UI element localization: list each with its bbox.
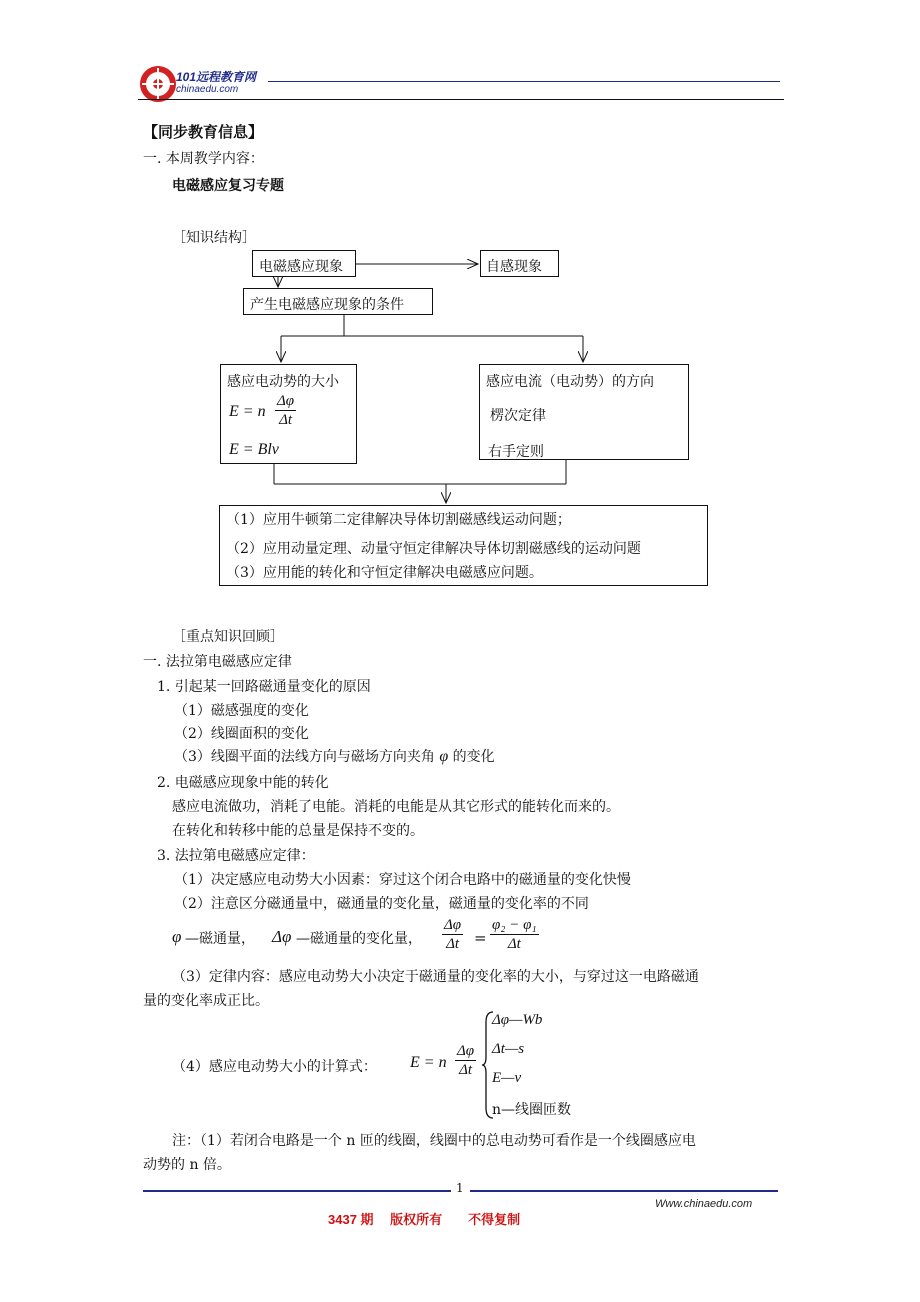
box-self-label: 自感现象 xyxy=(486,259,542,275)
review-item3-sub1: （1）决定感应电动势大小因素：穿过这个闭合电路中的磁通量的变化快慢 xyxy=(174,872,631,888)
calc-fraction xyxy=(455,1042,476,1079)
footer-site: Www.chinaedu.com xyxy=(655,1198,753,1210)
flux-rate-num: Δφ xyxy=(444,917,462,933)
app-item-1: （1）应用牛顿第二定律解决导体切割磁感线运动问题； xyxy=(226,512,571,528)
direction-lenz: 楞次定律 xyxy=(490,408,546,424)
calc-num: Δφ xyxy=(457,1043,475,1059)
calc-unit-turns: n—线圈匝数 xyxy=(492,1102,572,1118)
calc-unit-flux: Δφ—Wb xyxy=(492,1012,543,1028)
review-label: ［重点知识回顾］ xyxy=(172,629,284,645)
app-item-2: （2）应用动量定理、动量守恒定律解决导体切割磁感线的运动问题 xyxy=(226,541,641,557)
review-item1-sub1: （1）磁感强度的变化 xyxy=(174,703,309,719)
review-item1: 1. 引起某一回路磁通量变化的原因 xyxy=(157,679,371,695)
flux-rate-den: Δt xyxy=(446,936,460,952)
box-phenomenon-label: 电磁感应现象 xyxy=(259,259,343,275)
emf-formula1-den: Δt xyxy=(279,412,293,428)
review-item2-line1: 感应电流做功，消耗了电能。消耗的电能是从其它形式的能转化而来的。 xyxy=(172,799,620,815)
review-item3-sub3-line1: （3）定律内容：感应电动势大小决定于磁通量的变化率的大小，与穿过这一电路磁通 xyxy=(172,969,699,985)
footer-copyright: 3437 期 版权所有 不得复制 xyxy=(328,1212,521,1227)
flux-text1: —磁通量， xyxy=(185,931,255,947)
section-title: 【同步教育信息】 xyxy=(143,123,264,141)
note-line1: 注：（1）若闭合电路是一个 n 匝的线圈，线圈中的总电动势可看作是一个线圈感应电 xyxy=(172,1133,696,1149)
calc-den: Δt xyxy=(459,1062,473,1078)
box-emf-magnitude xyxy=(220,364,357,464)
flux-diff-den: Δt xyxy=(507,936,521,952)
review-item1-sub3 xyxy=(174,746,495,766)
direction-title: 感应电流（电动势）的方向 xyxy=(486,374,654,390)
flux-equals: = xyxy=(474,929,487,947)
flux-diff-num: φ₂ − φ₁ xyxy=(492,917,537,933)
footer-rule-left xyxy=(143,1190,451,1192)
calc-unit-emf: E—v xyxy=(492,1070,522,1086)
topic-title: 电磁感应复习专题 xyxy=(172,178,284,194)
flux-delta-phi: Δφ xyxy=(272,927,292,946)
box-phenomenon xyxy=(252,250,356,277)
page-number: 1 xyxy=(456,1181,464,1195)
calc-label: （4）感应电动势大小的计算式： xyxy=(172,1059,377,1075)
box-self-induction xyxy=(480,250,559,277)
logo-text: 101远程教育网 xyxy=(176,70,257,84)
box-condition-label: 产生电磁感应现象的条件 xyxy=(250,297,404,313)
direction-right-hand: 右手定则 xyxy=(488,444,544,460)
emf-formula1-lhs: E = n xyxy=(229,403,266,420)
calc-unit-time: Δt—s xyxy=(492,1041,525,1057)
flux-diff-fraction xyxy=(490,916,539,953)
flux-phi: φ xyxy=(172,927,182,946)
review-item3: 3. 法拉第电磁感应定律： xyxy=(157,848,315,864)
structure-label: ［知识结构］ xyxy=(172,230,256,246)
emf-formula1-fraction xyxy=(275,392,296,429)
logo-subtext: chinaedu.com xyxy=(176,84,239,95)
flux-rate-fraction xyxy=(442,916,463,953)
flux-text2: —磁通量的变化量， xyxy=(296,931,422,947)
footer-rule-right xyxy=(470,1190,778,1192)
review-item3-sub2: （2）注意区分磁通量中，磁通量的变化量，磁通量的变化率的不同 xyxy=(174,896,589,912)
box-direction xyxy=(479,364,689,460)
review-item2: 2. 电磁感应现象中能的转化 xyxy=(157,775,329,791)
calc-lhs: E = n xyxy=(410,1054,447,1071)
review-heading: 一. 法拉第电磁感应定律 xyxy=(143,654,292,670)
app-item-3: （3）应用能的转化和守恒定律解决电磁感应问题。 xyxy=(226,565,543,581)
review-item1-sub2: （2）线圈面积的变化 xyxy=(174,726,309,742)
emf-title: 感应电动势的大小 xyxy=(227,374,339,390)
review-item1-sub3-text: （3）线圈平面的法线方向与磁场方向夹角 xyxy=(174,749,435,765)
part1-heading: 一. 本周教学内容： xyxy=(143,151,264,167)
emf-formula2: E = Blv xyxy=(229,441,279,458)
emf-formula1-num: Δφ xyxy=(277,393,295,409)
angle-symbol: φ xyxy=(439,748,449,765)
box-condition xyxy=(243,288,433,315)
review-item3-sub3-line2: 量的变化率成正比。 xyxy=(143,993,269,1009)
box-applications xyxy=(219,505,708,586)
review-item2-line2: 在转化和转移中能的总量是保持不变的。 xyxy=(172,823,424,839)
review-item1-sub3-tail: 的变化 xyxy=(452,749,495,765)
note-line2: 动势的 n 倍。 xyxy=(143,1157,231,1173)
